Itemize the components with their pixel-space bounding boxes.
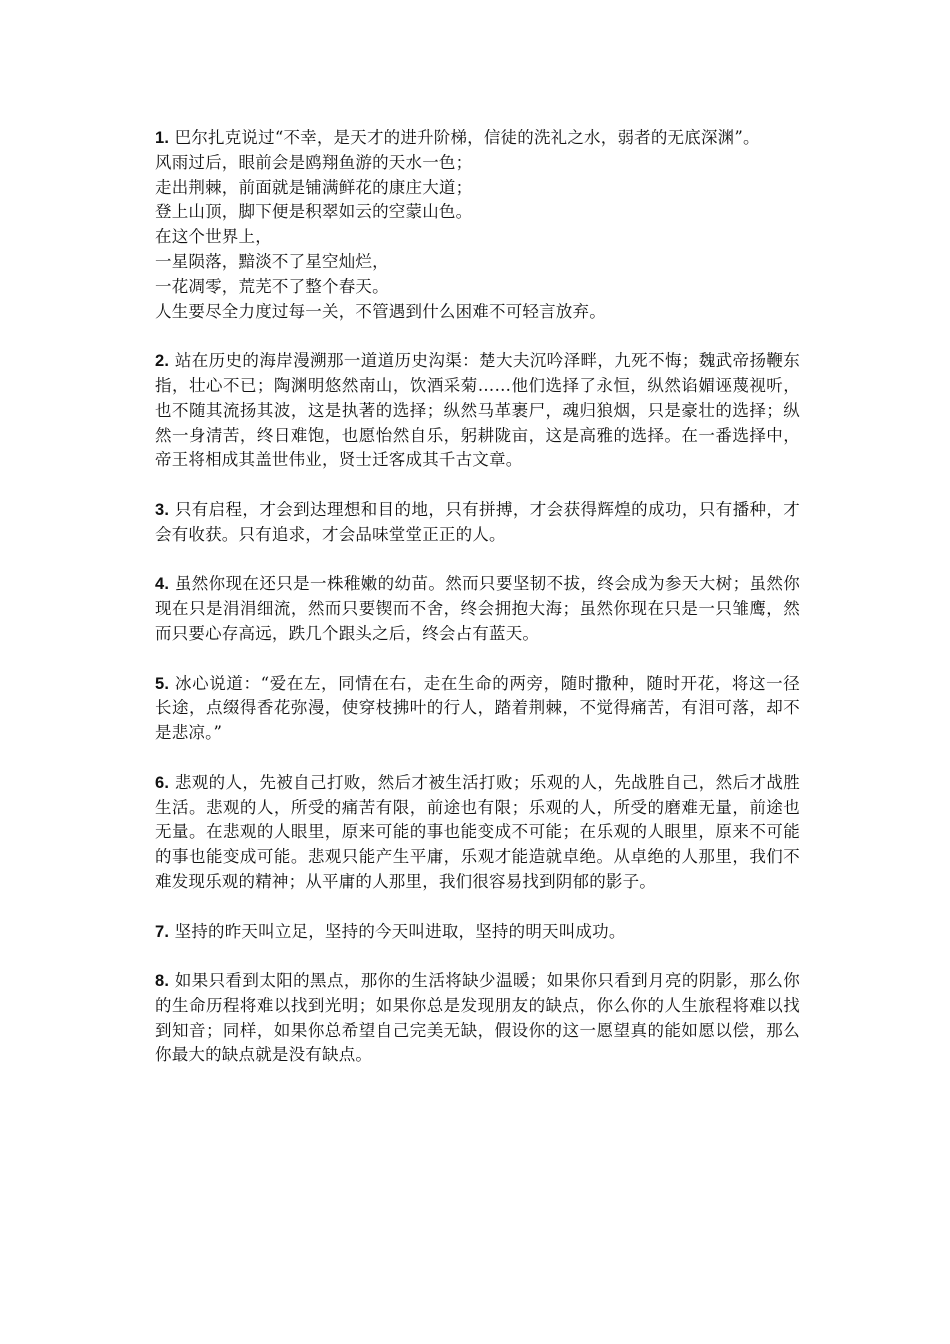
paragraph-text: 悲观的人，先被自己打败，然后才被生活打败；乐观的人，先战胜自己，然后才战胜生活。悲观的人，所受的痛苦有限，前途也有限；乐观的人，所受的磨难无量，前途也无量。在悲观的人眼里，原来可能的事也能变成不可能；在乐观的人眼里，原来不可能的事也能变成可能。悲观只能产生平庸，乐观才能造就卓绝。从卓绝的人那里，我们不难发现乐观的精神；从平庸的人那里，我们很容易找到阴郁的影子。 [155, 772, 800, 891]
paragraph-5 [155, 672, 800, 746]
paragraph-line: 风雨过后，眼前会是鸥翔鱼游的天水一色； [155, 152, 473, 172]
paragraph-6 [155, 771, 800, 895]
paragraph-2 [155, 349, 800, 473]
paragraph-line: 走出荆棘，前面就是铺满鲜花的康庄大道； [155, 177, 473, 197]
paragraph-line: 一星陨落，黯淡不了星空灿烂， [155, 251, 389, 271]
paragraph-number: 4. [155, 575, 170, 594]
paragraph-1 [155, 126, 800, 324]
paragraph-line: 登上山顶，脚下便是积翠如云的空蒙山色。 [155, 202, 473, 222]
document-page [155, 126, 800, 1093]
paragraph-4 [155, 572, 800, 646]
paragraph-line: 一花凋零，荒芜不了整个春天。 [155, 276, 389, 296]
paragraph-number: 6. [155, 773, 170, 792]
paragraph-text: 如果只看到太阳的黑点，那你的生活将缺少温暖；如果你只看到月亮的阴影，那么你的生命历程将难以找到光明；如果你总是发现朋友的缺点，你么你的人生旅程将难以找到知音；同样，如果你总希望自己完美无缺，假设你的这一愿望真的能如愿以偿，那么你最大的缺点就是没有缺点。 [155, 971, 800, 1065]
paragraph-line: 人生要尽全力度过每一关，不管遇到什么困难不可轻言放弃。 [155, 301, 606, 321]
paragraph-text: 冰心说道：“爱在左，同情在右，走在生命的两旁，随时撒种，随时开花，将这一径长途，点缀得香花弥漫，使穿枝拂叶的行人，踏着荆棘，不觉得痛苦，有泪可落，却不是悲凉。” [155, 673, 800, 743]
paragraph-text: 只有启程，才会到达理想和目的地，只有拼搏，才会获得辉煌的成功，只有播种，才会有收获。只有追求，才会品味堂堂正正的人。 [155, 499, 800, 544]
paragraph-8 [155, 969, 800, 1068]
paragraph-number: 1. [155, 129, 170, 147]
paragraph-number: 2. [155, 352, 170, 371]
paragraph-3 [155, 498, 800, 548]
paragraph-line: 巴尔扎克说过“不幸，是天才的进升阶梯，信徒的洗礼之水，弱者的无底深渊”。 [174, 128, 760, 147]
paragraph-7 [155, 920, 800, 945]
paragraph-line: 在这个世界上， [155, 227, 272, 247]
paragraph-text: 虽然你现在还只是一株稚嫩的幼苗。然而只要坚韧不拔，终会成为参天大树；虽然你现在只是涓涓细流，然而只要锲而不舍，终会拥抱大海；虽然你现在只是一只雏鹰，然而只要心存高远，跌几个跟头之后，终会占有蓝天。 [155, 574, 800, 643]
paragraph-number: 5. [155, 674, 170, 693]
paragraph-number: 8. [155, 972, 170, 991]
paragraph-text: 站在历史的海岸漫溯那一道道历史沟渠：楚大夫沉吟泽畔，九死不悔；魏武帝扬鞭东指，壮心不已；陶渊明悠然南山，饮酒采菊……他们选择了永恒，纵然谄媚诬蔑视听，也不随其流扬其波，这是执著的选择；纵然马革裹尸，魂归狼烟，只是豪壮的选择；纵然一身清苦，终日难饱，也愿怡然自乐，躬耕陇亩，这是高雅的选择。在一番选择中，帝王将相成其盖世伟业，贤士迁客成其千古文章。 [155, 351, 800, 470]
paragraph-text: 坚持的昨天叫立足，坚持的今天叫进取，坚持的明天叫成功。 [174, 921, 626, 941]
paragraph-number: 3. [155, 500, 170, 519]
paragraph-number: 7. [155, 922, 170, 941]
